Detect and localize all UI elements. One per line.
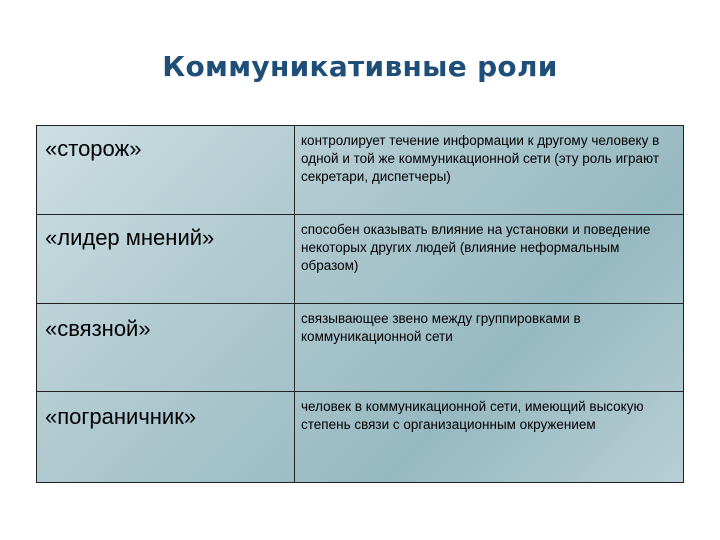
role-name-cell: «пограничник» (37, 392, 295, 483)
roles-table (36, 125, 684, 483)
slide-title: Коммуникативные роли (162, 50, 558, 83)
role-description-cell: связывающее звено между группировками в коммуникационной сети (295, 304, 684, 392)
role-description-cell: способен оказывать влияние на установки и поведение некоторых других людей (влияние неформальным образом) (295, 215, 684, 304)
table-row (37, 126, 684, 215)
role-description-cell: человек в коммуникационной сети, имеющий высокую степень связи с организационным окружением (295, 392, 684, 483)
table-row (37, 215, 684, 304)
table-row (37, 392, 684, 483)
role-name-cell: «связной» (37, 304, 295, 392)
role-description-cell: контролирует течение информации к другому человеку в одной и той же коммуникационной сети (эту роль играют секретари, диспетчеры) (295, 126, 684, 215)
table-row (37, 304, 684, 392)
role-name-cell: «сторож» (37, 126, 295, 215)
role-name-cell: «лидер мнений» (37, 215, 295, 304)
